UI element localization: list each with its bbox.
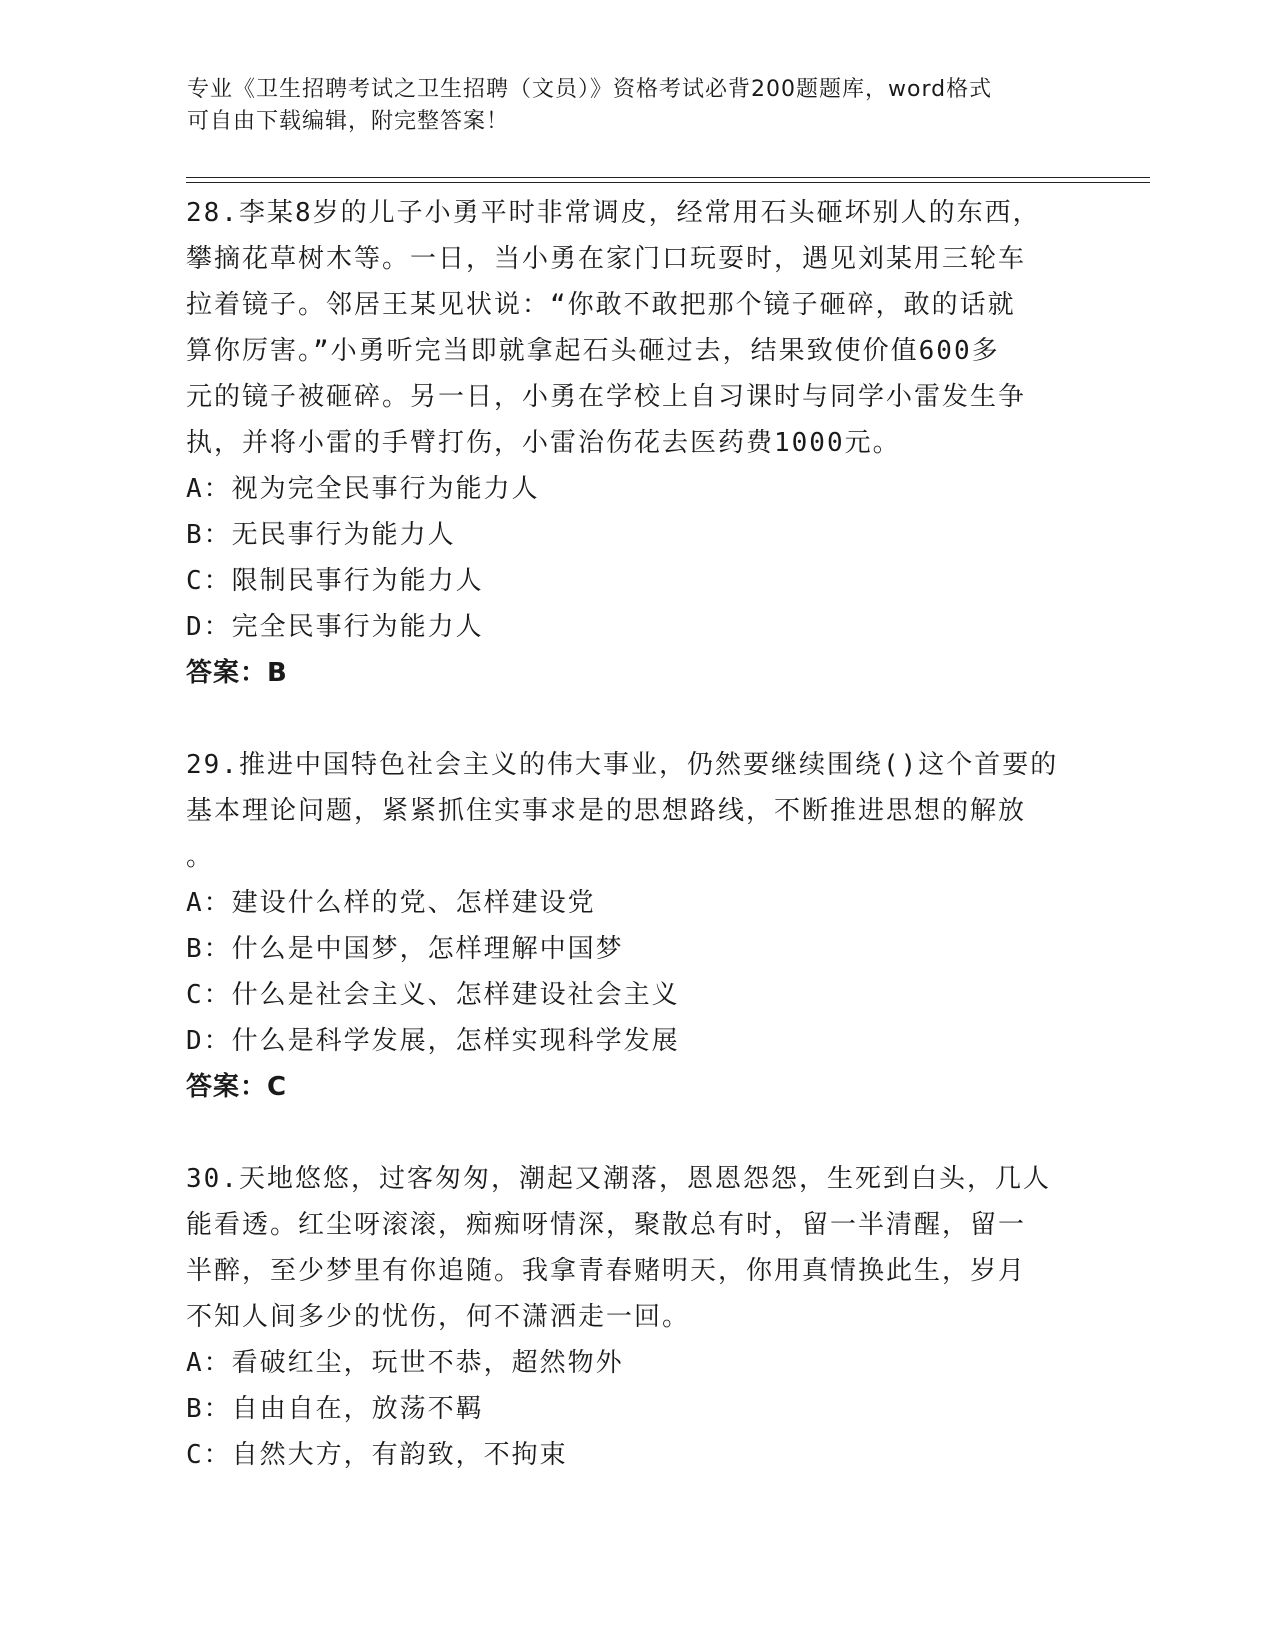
question-text-line: 执，并将小雷的手臂打伤，小雷治伤花去医药费1000元。 — [186, 428, 901, 458]
document-header — [187, 74, 1087, 138]
header-line-2: 可自由下载编辑，附完整答案！ — [187, 109, 510, 134]
answer-option: D：完全民事行为能力人 — [186, 612, 484, 642]
question-text-line: 30.天地悠悠，过客匆匆，潮起又潮落，恩恩怨怨，生死到白头，几人 — [186, 1164, 1051, 1194]
question-block — [186, 190, 1076, 696]
answer-option: B：无民事行为能力人 — [186, 520, 456, 550]
answer-option: B：什么是中国梦，怎样理解中国梦 — [186, 934, 624, 964]
answer-option: A：看破红尘，玩世不恭，超然物外 — [186, 1348, 624, 1378]
question-text-line: 基本理论问题，紧紧抓住实事求是的思想路线，不断推进思想的解放 — [186, 796, 1027, 826]
question-text-line: 攀摘花草树木等。一日，当小勇在家门口玩耍时，遇见刘某用三轮车 — [186, 244, 1027, 274]
question-list — [186, 190, 1076, 1478]
question-block — [186, 1156, 1076, 1478]
answer-option: A：视为完全民事行为能力人 — [186, 474, 540, 504]
answer-option: D：什么是科学发展，怎样实现科学发展 — [186, 1026, 680, 1056]
header-divider-bottom — [186, 182, 1150, 183]
question-text-line: 拉着镜子。邻居王某见状说：“你敢不敢把那个镜子砸碎，敢的话就 — [186, 290, 1016, 320]
question-text-line: 元的镜子被砸碎。另一日，小勇在学校上自习课时与同学小雷发生争 — [186, 382, 1027, 412]
question-text-line: 半醉，至少梦里有你追随。我拿青春赌明天，你用真情换此生，岁月 — [186, 1256, 1027, 1286]
answer-option: A：建设什么样的党、怎样建设党 — [186, 888, 596, 918]
question-text-line: 。 — [186, 842, 215, 872]
question-text-line: 算你厉害。”小勇听完当即就拿起石头砸过去，结果致使价值600多 — [186, 336, 1000, 366]
question-text-line: 29.推进中国特色社会主义的伟大事业，仍然要继续围绕()这个首要的 — [186, 750, 1059, 780]
answer-option: C：自然大方，有韵致，不拘束 — [186, 1440, 568, 1470]
header-line-1: 专业《卫生招聘考试之卫生招聘（文员）》资格考试必背200题题库，word格式 — [187, 77, 993, 102]
answer-key: 答案：C — [186, 1072, 288, 1102]
question-block — [186, 742, 1076, 1110]
question-text-line: 不知人间多少的忧伤，何不潇洒走一回。 — [186, 1302, 691, 1332]
header-divider-top — [186, 177, 1150, 178]
question-text-line: 28.李某8岁的儿子小勇平时非常调皮，经常用石头砸坏别人的东西， — [186, 198, 1041, 228]
answer-key: 答案：B — [186, 658, 288, 688]
answer-option: C：什么是社会主义、怎样建设社会主义 — [186, 980, 680, 1010]
answer-option: C：限制民事行为能力人 — [186, 566, 484, 596]
answer-option: B：自由自在，放荡不羁 — [186, 1394, 484, 1424]
question-text-line: 能看透。红尘呀滚滚，痴痴呀情深，聚散总有时，留一半清醒，留一 — [186, 1210, 1027, 1240]
